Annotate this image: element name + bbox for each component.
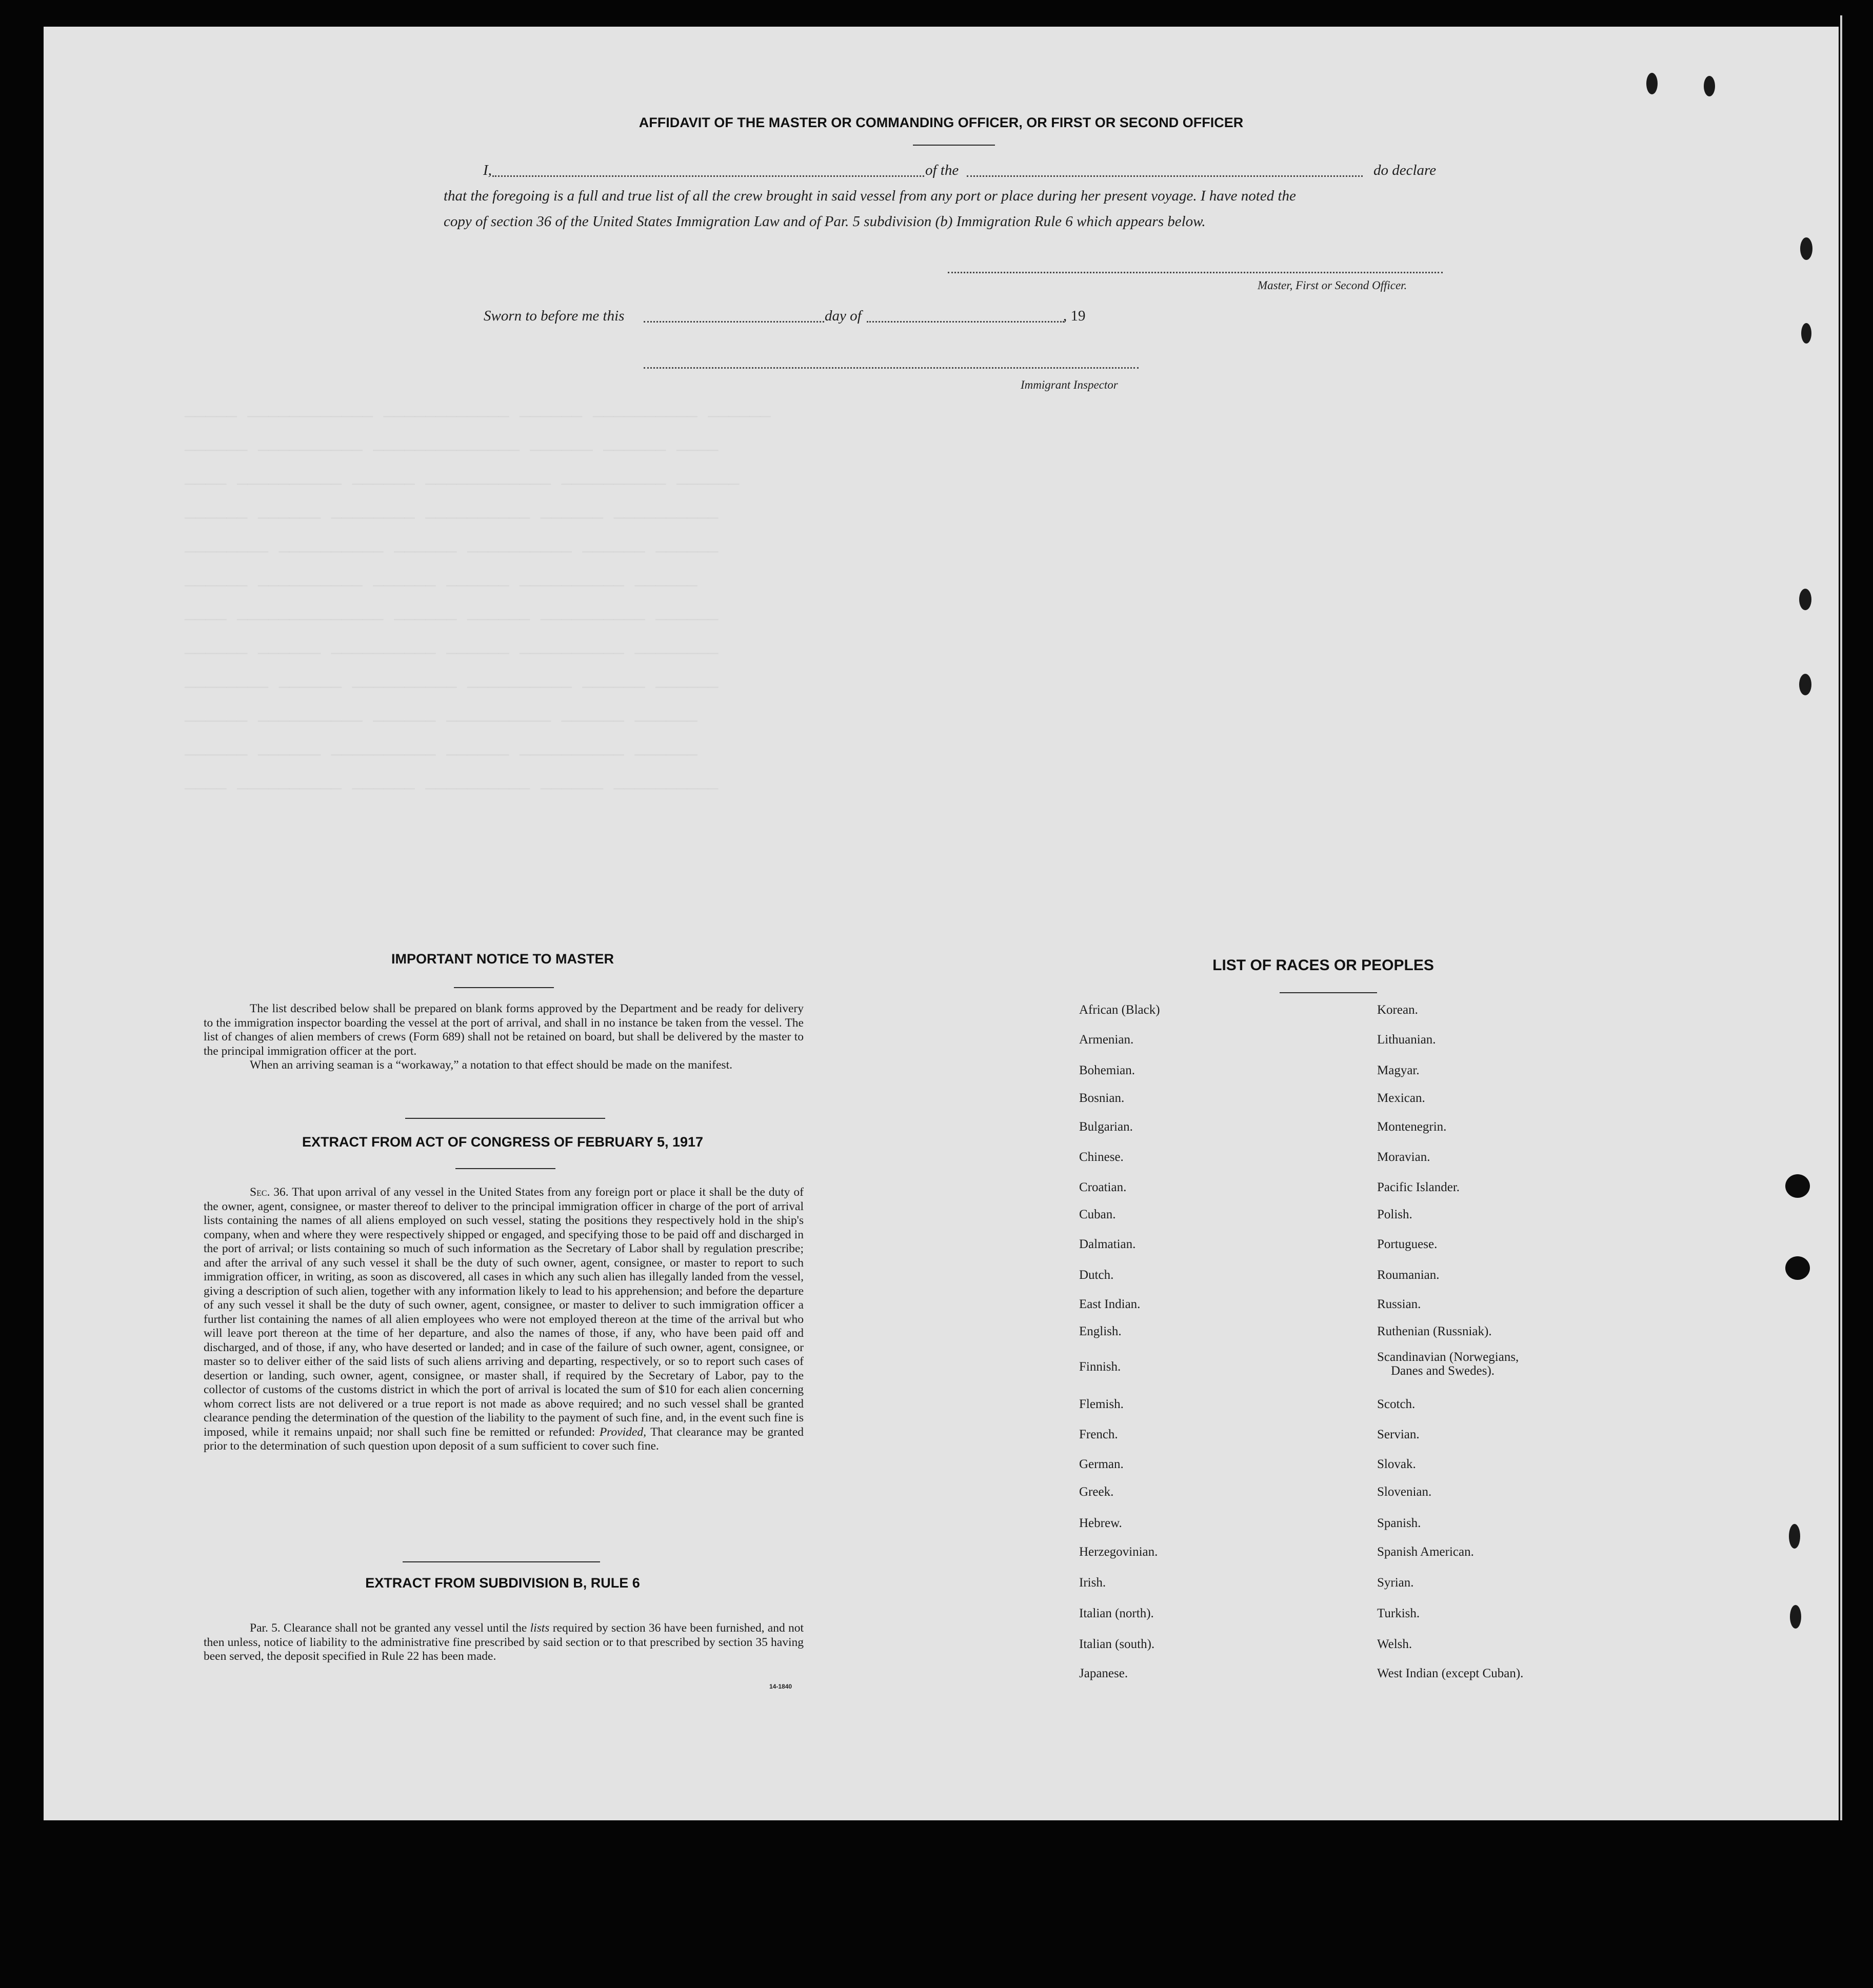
section-36-text-end: That clearance may be granted prior to the determination of such question upon deposit of a sum sufficient to cover such fine. (204, 1425, 804, 1453)
extract-act-title-rule (455, 1168, 555, 1169)
extract-rule-top-rule (403, 1561, 600, 1562)
notice-paragraph-1: The list described below shall be prepared on blank forms approved by the Department and be ready for delivery to the immigration inspector boarding the vessel at the port of arrival, and shall in no instance be taken from the vessel. The list of changes of alien members of crews (Form 689) shall not be retained on board, but shall be delivered by the master to the principal immigration officer at the port. (204, 1002, 804, 1058)
race-item: Montenegrin. (1377, 1120, 1447, 1134)
year-label: , 19 (1063, 308, 1086, 324)
race-item: Italian (south). (1079, 1637, 1155, 1651)
race-item: East Indian. (1079, 1297, 1141, 1311)
race-item: Korean. (1377, 1003, 1418, 1017)
rule-lists-word: lists (530, 1621, 550, 1635)
sworn-label: Sworn to before me this (484, 308, 625, 324)
race-item: Welsh. (1377, 1637, 1412, 1651)
race-item: Servian. (1377, 1428, 1420, 1441)
inspector-signature-line[interactable] (644, 367, 1139, 369)
binding-notch (1799, 674, 1811, 695)
affidavit-line-2: that the foregoing is a full and true list of all the crew brought in said vessel from any port or place during her present voyage. I have noted the (444, 188, 1296, 204)
vessel-name-field[interactable] (967, 175, 1363, 177)
document-page (44, 27, 1839, 1820)
race-item: Bosnian. (1079, 1091, 1125, 1105)
race-item: Herzegovinian. (1079, 1545, 1158, 1559)
extract-rule-body (204, 1621, 804, 1664)
bleed-through-rows: ————— ———————————— ———————————— —————— —————————— —————— —————— —————————— —————————————— —————— —————— ———— ———— —————————— —————— ———————————— —————————— —————— —————— —————— ———————— —————————— —————— —————————— ———————— —————————— —————— —————————— —————— —————— —————— —————————— —————— —————— —————————— —————— ———— —————————————— —————— —————— —————————— —————— —————— —————— —————————— —————— —————————— ———————— ———————— —————— —————————— —————————— —————— —————— —————— —————————— —————— —————————— —————— —————— —————— —————— —————————— —————— —————————— —————— ———— —————————— —————— —————————— —————— —————————— (185, 407, 771, 799)
extract-act-top-rule (405, 1118, 605, 1119)
notice-title-rule (454, 987, 554, 988)
affidavit-line-3: copy of section 36 of the United States Immigration Law and of Par. 5 subdivision (b) Immigration Rule 6 which appears below. (444, 213, 1206, 230)
race-item: French. (1079, 1428, 1118, 1441)
race-item: Bulgarian. (1079, 1120, 1133, 1134)
notice-title: IMPORTANT NOTICE TO MASTER (391, 951, 614, 967)
race-item: Magyar. (1377, 1063, 1420, 1077)
provided-label: Provided, (599, 1425, 646, 1439)
races-title: LIST OF RACES OR PEOPLES (1212, 957, 1434, 974)
sworn-month-field[interactable] (867, 321, 1064, 323)
extract-act-body (204, 1186, 804, 1454)
race-item: Greek. (1079, 1485, 1114, 1499)
race-item: Ruthenian (Russniak). (1377, 1324, 1492, 1338)
master-signature-line[interactable] (948, 272, 1443, 273)
rule-text-end: required by section 36 have been furnished, and not then unless, notice of liability to the administrative fine prescribed by said section or to that prescribed by section 35 having been served, the deposit specified in Rule 22 has been made. (204, 1621, 804, 1663)
notice-paragraph-2: When an arriving seaman is a “workaway,” a notation to that effect should be made on the manifest. (250, 1058, 732, 1072)
race-item: Slovenian. (1377, 1485, 1432, 1499)
extract-rule-title: EXTRACT FROM SUBDIVISION B, RULE 6 (365, 1575, 640, 1591)
race-item: Dutch. (1079, 1268, 1114, 1282)
race-item: Chinese. (1079, 1150, 1124, 1164)
race-item: Spanish American. (1377, 1545, 1474, 1559)
affidavit-of-the-label: of the (925, 162, 959, 178)
extract-act-title: EXTRACT FROM ACT OF CONGRESS OF FEBRUARY 5, 1917 (302, 1134, 704, 1150)
race-item: Scotch. (1377, 1397, 1416, 1411)
race-item: Finnish. (1079, 1360, 1121, 1374)
section-label: Sec. 36. (250, 1186, 289, 1199)
binding-hole (1785, 1256, 1810, 1280)
section-36-text: That upon arrival of any vessel in the United States from any foreign port or place it shall be the duty of the owner, agent, consignee, or master thereof to deliver to the principal immigration officer in charge of the port of arrival lists containing the names of all aliens employed on such vessel, stating the positions they respectively hold in the ship's company, when and where they were respectively shipped or engaged, and specifying those to be paid off and discharged in the port of arrival; or lists containing so much of such information as the Secretary of Labor shall by regulation prescribe; and after the arrival of any such vessel it shall be the duty of such owner, agent, consignee, or master to report to such immigration officer, in writing, as soon as discovered, all cases in which any such alien has illegally landed from the vessel, giving a description of such alien, together with any information likely to lead to his apprehension; and before the departure of any such vessel it shall be the duty of such owner, agent, consignee, or master to deliver to such immigration officer a further list containing the names of all alien employees who were not employed thereon at the time of the arrival but who will leave port thereon at the time of her departure, and also the names of those, if any, who have been paid off and discharged, and of those, if any, who have deserted or landed; and in case of the failure of such owner, agent, consignee, or master so to deliver either of the said lists of such aliens arriving and departing, respectively, or so to report such cases of desertion or landing, such owner, agent, consignee, or master shall, if required by the Secretary of Labor, pay to the collector of customs of the customs district in which the port of arrival is located the sum of $10 for each alien concerning whom correct lists are not delivered or a true report is not made as above required; and no such vessel shall be granted clearance pending the determination of the question of the liability to the payment of such fine, and, in the event such fine is imposed, while it remains unpaid; nor shall such fine be remitted or refunded: (204, 1186, 804, 1439)
race-item: Spanish. (1377, 1516, 1421, 1530)
races-title-rule (1280, 992, 1377, 993)
binding-hole (1785, 1174, 1810, 1198)
binding-notch (1790, 1605, 1801, 1629)
notice-body (204, 1002, 804, 1073)
race-item: African (Black) (1079, 1003, 1160, 1017)
race-item: Russian. (1377, 1297, 1421, 1311)
master-signature-label: Master, First or Second Officer. (1258, 279, 1407, 292)
day-of-label: day of (825, 308, 862, 324)
race-item: Slovak. (1377, 1457, 1416, 1471)
race-item: Mexican. (1377, 1091, 1425, 1105)
binding-notch (1704, 76, 1715, 96)
race-item: Syrian. (1377, 1576, 1414, 1590)
race-item: Croatian. (1079, 1180, 1127, 1194)
binding-notch (1646, 73, 1658, 94)
binding-notch (1789, 1524, 1800, 1549)
form-number: 14-1840 (769, 1683, 792, 1690)
race-item: Moravian. (1377, 1150, 1430, 1164)
binding-notch (1800, 237, 1812, 260)
race-item: West Indian (except Cuban). (1377, 1666, 1524, 1680)
race-item: Portuguese. (1377, 1237, 1438, 1251)
rule-text-start: Par. 5. Clearance shall not be granted any vessel until the (250, 1621, 527, 1635)
race-item: Dalmatian. (1079, 1237, 1136, 1251)
race-item: Turkish. (1377, 1607, 1420, 1620)
race-item: Bohemian. (1079, 1063, 1135, 1077)
binding-notch (1799, 589, 1811, 610)
race-item: Roumanian. (1377, 1268, 1440, 1282)
race-item: Pacific Islander. (1377, 1180, 1460, 1194)
race-item: Cuban. (1079, 1208, 1116, 1221)
race-item: Armenian. (1079, 1033, 1134, 1047)
race-item-continuation: Danes and Swedes). (1391, 1364, 1495, 1378)
race-item: Scandinavian (Norwegians, (1377, 1350, 1519, 1364)
race-item: Irish. (1079, 1576, 1106, 1590)
race-item: Hebrew. (1079, 1516, 1122, 1530)
sworn-day-field[interactable] (644, 321, 824, 323)
race-item: English. (1079, 1324, 1122, 1338)
affidavit-title-rule (913, 145, 995, 146)
affidavit-declare-label: do declare (1373, 162, 1437, 178)
race-item: Lithuanian. (1377, 1033, 1436, 1047)
race-item: German. (1079, 1457, 1124, 1471)
master-name-field[interactable] (492, 175, 924, 177)
affidavit-i-label: I, (483, 162, 492, 178)
race-item: Polish. (1377, 1208, 1412, 1221)
page-edge (1840, 15, 1842, 1820)
binding-notch (1801, 323, 1811, 344)
race-item: Flemish. (1079, 1397, 1124, 1411)
race-item: Japanese. (1079, 1666, 1128, 1680)
inspector-label: Immigrant Inspector (1021, 378, 1118, 391)
affidavit-title: AFFIDAVIT OF THE MASTER OR COMMANDING OFFICER, OR FIRST OR SECOND OFFICER (639, 115, 1244, 130)
race-item: Italian (north). (1079, 1607, 1154, 1620)
